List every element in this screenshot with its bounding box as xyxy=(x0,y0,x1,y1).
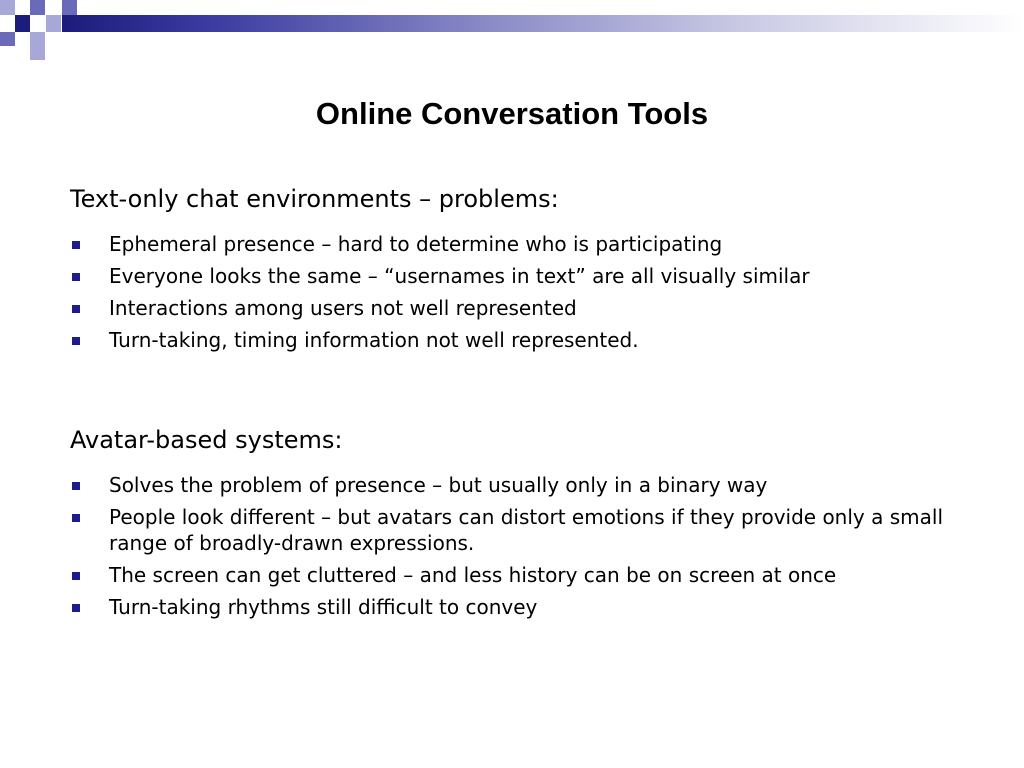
bullet-text: Ephemeral presence – hard to determine who is participating xyxy=(109,232,723,256)
decor-square xyxy=(30,0,45,15)
list-item xyxy=(70,231,950,257)
bullet-text: Turn-taking rhythms still difficult to convey xyxy=(109,595,538,619)
bullet-text: The screen can get cluttered – and less history can be on screen at once xyxy=(109,563,837,587)
list-item xyxy=(70,562,950,588)
list-item xyxy=(70,327,950,353)
bullet-list-text-chat xyxy=(70,231,950,359)
bullet-text: Interactions among users not well represented xyxy=(109,296,577,320)
header-gradient-bar xyxy=(62,15,1024,32)
square-bullet-icon xyxy=(72,241,80,249)
square-bullet-icon xyxy=(72,305,80,313)
list-item xyxy=(70,295,950,321)
bullet-list-avatar xyxy=(70,472,950,626)
decor-square xyxy=(15,15,30,32)
section-heading-text-chat: Text-only chat environments – problems: xyxy=(70,185,559,213)
decor-square xyxy=(30,46,45,60)
bullet-text: Everyone looks the same – “usernames in text” are all visually similar xyxy=(109,264,810,288)
square-bullet-icon xyxy=(72,337,80,345)
square-bullet-icon xyxy=(72,514,80,522)
bullet-text: Turn-taking, timing information not well represented. xyxy=(109,328,639,352)
decor-square xyxy=(0,32,15,46)
square-bullet-icon xyxy=(72,604,80,612)
square-bullet-icon xyxy=(72,273,80,281)
square-bullet-icon xyxy=(72,572,80,580)
decor-square xyxy=(46,15,61,32)
square-bullet-icon xyxy=(72,482,80,490)
list-item xyxy=(70,504,950,556)
bullet-text: Solves the problem of presence – but usually only in a binary way xyxy=(109,473,768,497)
bullet-text: People look different – but avatars can distort emotions if they provide only a small range of broadly-drawn expressions. xyxy=(109,505,943,555)
decor-square xyxy=(30,32,45,46)
list-item xyxy=(70,472,950,498)
list-item xyxy=(70,263,950,289)
decor-square xyxy=(0,0,15,15)
list-item xyxy=(70,594,950,620)
slide-title: Online Conversation Tools xyxy=(315,96,709,131)
header-decoration xyxy=(0,0,1024,60)
section-heading-avatar: Avatar-based systems: xyxy=(70,426,343,454)
decor-square xyxy=(62,0,77,15)
